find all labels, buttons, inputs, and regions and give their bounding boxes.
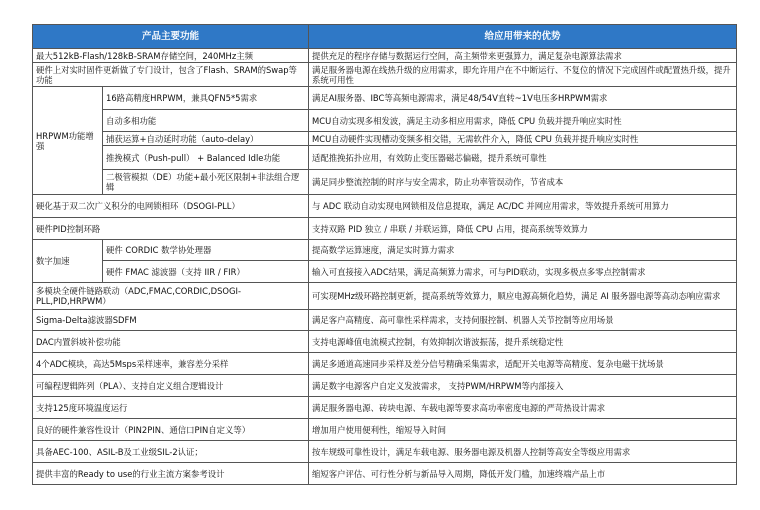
benefit-cell: 支持电源峰值电流模式控制，有效抑制次谐波振荡，提升系统稳定性 (309, 331, 737, 353)
group-cell-hrpwm: HRPWM功能增强 (33, 87, 103, 195)
header-features: 产品主要功能 (33, 25, 309, 49)
table-row (33, 419, 737, 441)
benefit-cell: 可实现MHz级环路控制更新，提高系统等效算力，顺应电源高频化趋势，满足 AI 服务器电源等高动态响应需求 (309, 283, 737, 310)
benefit-cell: 满足同步整流控制的时序与安全需求，防止功率管误动作，节省成本 (309, 170, 737, 195)
table-row (33, 195, 737, 218)
benefit-cell: MCU自动实现多相发波，满足主动多相应用需求，降低 CPU 负载并提升响应实时性 (309, 110, 737, 132)
benefit-cell: 输入可直接接入ADC结果，满足高频算力需求，可与PID联动，实现多极点多零点控制需求 (309, 261, 737, 283)
benefit-cell: 提供充足的程序存储与数据运行空间，高主频带来更强算力，满足复杂电源算法需求 (309, 49, 737, 63)
table-row (33, 375, 737, 397)
table-row (33, 397, 737, 419)
table-header-row (33, 25, 737, 49)
feature-cell: 硬件PID控制环路 (33, 218, 309, 240)
table-row (33, 240, 737, 261)
sub-feature-cell: 捕获运算+自动延时功能（auto-delay） (103, 132, 309, 146)
feature-cell: 最大512kB-Flash/128kB-SRAM存储空间，240MHz主频 (33, 49, 309, 63)
header-benefits: 给应用带来的优势 (309, 25, 737, 49)
feature-cell: 提供丰富的Ready to use的行业主流方案参考设计 (33, 463, 309, 485)
benefit-cell: 满足服务器电源、砖块电源、车载电源等要求高功率密度电源的严苛热设计需求 (309, 397, 737, 419)
sub-feature-cell: 16路高精度HRPWM，兼具QFN5*5需求 (103, 87, 309, 110)
feature-cell: 具备AEC-100、ASIL-B及工业级SIL-2认证； (33, 441, 309, 463)
feature-cell: 良好的硬件兼容性设计（PIN2PIN、通信口PIN自定义等） (33, 419, 309, 441)
table-row (33, 441, 737, 463)
sub-feature-cell: 硬件 FMAC 滤波器（支持 IIR / FIR） (103, 261, 309, 283)
table-row (33, 353, 737, 375)
sub-feature-cell: 硬件 CORDIC 数学协处理器 (103, 240, 309, 261)
benefit-cell: 满足AI服务器、IBC等高频电源需求，满足48/54V直转~1V电压多HRPWM需求 (309, 87, 737, 110)
benefit-cell: 满足多通道高速同步采样及差分信号精确采集需求，适配开关电源等高精度、复杂电磁干扰场景 (309, 353, 737, 375)
benefit-cell: MCU自动硬件实现槽动变频多相交错，无需软件介入，降低 CPU 负载并提升响应实时性 (309, 132, 737, 146)
table-row (33, 331, 737, 353)
benefit-cell: 满足数字电源客户自定义发波需求， 支持PWM/HRPWM等内部接入 (309, 375, 737, 397)
benefit-cell: 增加用户使用便利性，缩短导入时间 (309, 419, 737, 441)
table-row (33, 132, 737, 146)
feature-cell: 4个ADC模块，高达5Msps采样速率，兼容差分采样 (33, 353, 309, 375)
feature-cell: Sigma-Delta滤波器SDFM (33, 310, 309, 331)
feature-cell: 多模块全硬件链路联动（ADC,FMAC,CORDIC,DSOGI-PLL,PID,HRPWM） (33, 283, 309, 310)
table-row (33, 283, 737, 310)
feature-cell: 可编程逻辑阵列（PLA）、支持自定义组合逻辑设计 (33, 375, 309, 397)
sub-feature-cell: 二极管模拟（DE）功能+最小死区限制+非法组合逻辑 (103, 170, 309, 195)
feature-cell: DAC内置斜坡补偿功能 (33, 331, 309, 353)
table-row (33, 310, 737, 331)
benefit-cell: 支持双路 PID 独立 / 串联 / 并联运算，降低 CPU 占用，提高系统等效算力 (309, 218, 737, 240)
sub-feature-cell: 推挽模式（Push-pull） + Balanced Idle功能 (103, 146, 309, 170)
table-row (33, 463, 737, 485)
feature-cell: 硬化基于双二次广义积分的电网锁相环（DSOGI-PLL） (33, 195, 309, 218)
feature-cell: 支持125度环境温度运行 (33, 397, 309, 419)
table-row (33, 146, 737, 170)
benefit-cell: 提高数学运算速度，满足实时算力需求 (309, 240, 737, 261)
table-row (33, 170, 737, 195)
benefit-cell: 缩短客户评估、可行性分析与新品导入周期，降低开发门槛，加速终端产品上市 (309, 463, 737, 485)
sub-feature-cell: 自动多相功能 (103, 110, 309, 132)
spec-table-container (32, 24, 736, 485)
table-row (33, 261, 737, 283)
table-row (33, 87, 737, 110)
table-row (33, 218, 737, 240)
table-row (33, 110, 737, 132)
table-row (33, 63, 737, 87)
benefit-cell: 与 ADC 联动自动实现电网锁相及信息提取，满足 AC/DC 并网应用需求，等效提升系统可用算力 (309, 195, 737, 218)
benefit-cell: 按车规级可靠性设计，满足车载电源、服务器电源及机器人控制等高安全等级应用需求 (309, 441, 737, 463)
benefit-cell: 满足客户高精度、高可靠性采样需求，支持伺服控制、机器人关节控制等应用场景 (309, 310, 737, 331)
group-cell-digital-accel: 数字加速 (33, 240, 103, 283)
table-row (33, 49, 737, 63)
benefit-cell: 满足服务器电源在线热升级的应用需求，即允许用户在不中断运行、不复位的情况下完成固件或配置热升级，提升系统可用性 (309, 63, 737, 87)
feature-benefit-table (32, 24, 737, 485)
feature-cell: 硬件上对实时固件更新做了专门设计，包含了Flash、SRAM的Swap等功能 (33, 63, 309, 87)
benefit-cell: 适配推挽拓扑应用，有效防止变压器磁芯偏磁，提升系统可靠性 (309, 146, 737, 170)
